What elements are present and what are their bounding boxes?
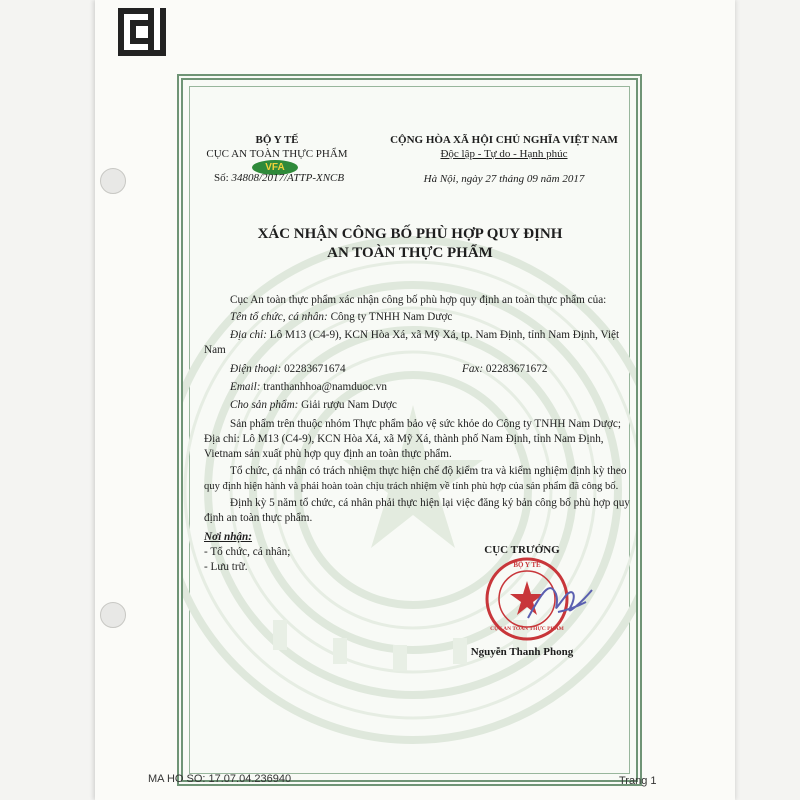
phone-row <box>230 362 346 377</box>
address-row <box>230 328 619 343</box>
punch-hole-bottom <box>100 602 126 628</box>
vfa-logo-icon: VFA <box>252 160 298 175</box>
organization-row <box>230 310 452 325</box>
fax-row <box>462 362 547 377</box>
phone-value: 02283671674 <box>284 363 346 375</box>
paragraph-2-line-2: quy định hiện hành và phải hoàn toàn chịu trách nhiệm về tính phù hợp của sản phẩm đã công bố. <box>204 481 619 492</box>
republic-name: CỘNG HÒA XÃ HỘI CHỦ NGHĨA VIỆT NAM <box>390 134 618 146</box>
document-number-value: 34808/2017/ATTP-XNCB <box>231 172 345 184</box>
handwritten-signature-icon <box>520 572 600 632</box>
paragraph-3-line-2: định an toàn thực phẩm. <box>204 512 313 524</box>
issue-date: Hà Nội, ngày 27 tháng 09 năm 2017 <box>423 173 585 185</box>
fax-value: 02283671672 <box>485 363 548 375</box>
product-row <box>230 398 397 413</box>
recipient-item: - Tổ chức, cá nhân; <box>204 546 291 558</box>
paragraph-2-line-1: Tổ chức, cá nhân có trách nhiệm thực hiện chế độ kiểm tra và kiểm nghiệm định kỳ theo <box>230 465 627 477</box>
ministry-name: BỘ Y TẾ <box>255 134 299 146</box>
email-label: Email: <box>230 381 261 393</box>
document-number <box>214 172 344 184</box>
punch-hole-top <box>100 168 126 194</box>
email-row <box>230 380 387 395</box>
organization-value: Công ty TNHH Nam Dược <box>330 311 453 323</box>
agency-name: CỤC AN TOÀN THỰC PHẨM <box>206 148 348 160</box>
stamp-top-text: BỘ Y TẾ <box>513 561 541 569</box>
fax-label: Fax: <box>462 363 484 375</box>
stamp-bottom-text: CỤC AN TOÀN THỰC PHẨM <box>490 626 564 632</box>
address-value: Lô M13 (C4-9), KCN Hòa Xá, xã Mỹ Xá, tp. Nam Định, tỉnh Nam Định, Việt <box>269 329 620 341</box>
signer-title: CỤC TRƯỞNG <box>484 544 560 556</box>
paragraph-1-line-3: Vietnam sản xuất phù hợp quy định an toàn thực phẩm. <box>204 448 452 460</box>
address-label: Địa chỉ: <box>230 329 267 341</box>
title-line-2: AN TOÀN THỰC PHẨM <box>327 245 493 261</box>
address-value-continued: Nam <box>204 344 226 356</box>
email-value: tranthanhhoa@namduoc.vn <box>263 381 387 393</box>
national-motto: Độc lập - Tự do - Hạnh phúc <box>440 148 568 160</box>
product-value: Giải rượu Nam Dược <box>301 399 397 411</box>
intro-text: Cục An toàn thực phẩm xác nhận công bố phù hợp quy định an toàn thực phẩm của: <box>230 294 607 306</box>
page-number: Trang 1 <box>619 775 657 787</box>
paragraph-3-line-1: Định kỳ 5 năm tổ chức, cá nhân phải thực hiện lại việc đăng ký bản công bố phù hợp quy <box>230 497 630 509</box>
recipient-item: - Lưu trữ. <box>204 561 248 573</box>
product-label: Cho sản phẩm: <box>230 399 299 411</box>
document-number-label: Số: <box>214 172 229 184</box>
paragraph-1-line-2: Địa chỉ: Lô M13 (C4-9), KCN Hòa Xá, xã Mỹ Xá, thành phố Nam Định, tỉnh Nam Định, <box>204 433 604 445</box>
signer-name: Nguyễn Thanh Phong <box>470 646 574 658</box>
qr-code-icon <box>118 8 166 56</box>
paragraph-1-line-1: Sản phẩm trên thuộc nhóm Thực phẩm bảo vệ sức khỏe do Công ty TNHH Nam Dược; <box>230 418 621 430</box>
title-line-1: XÁC NHẬN CÔNG BỐ PHÙ HỢP QUY ĐỊNH <box>257 226 563 242</box>
record-number: MA HO SO: 17.07.04.236940 <box>148 773 292 785</box>
recipients-heading: Nơi nhận: <box>204 531 252 543</box>
phone-label: Điện thoại: <box>230 363 282 375</box>
qr-module <box>160 50 166 56</box>
organization-label: Tên tổ chức, cá nhân: <box>230 311 328 323</box>
